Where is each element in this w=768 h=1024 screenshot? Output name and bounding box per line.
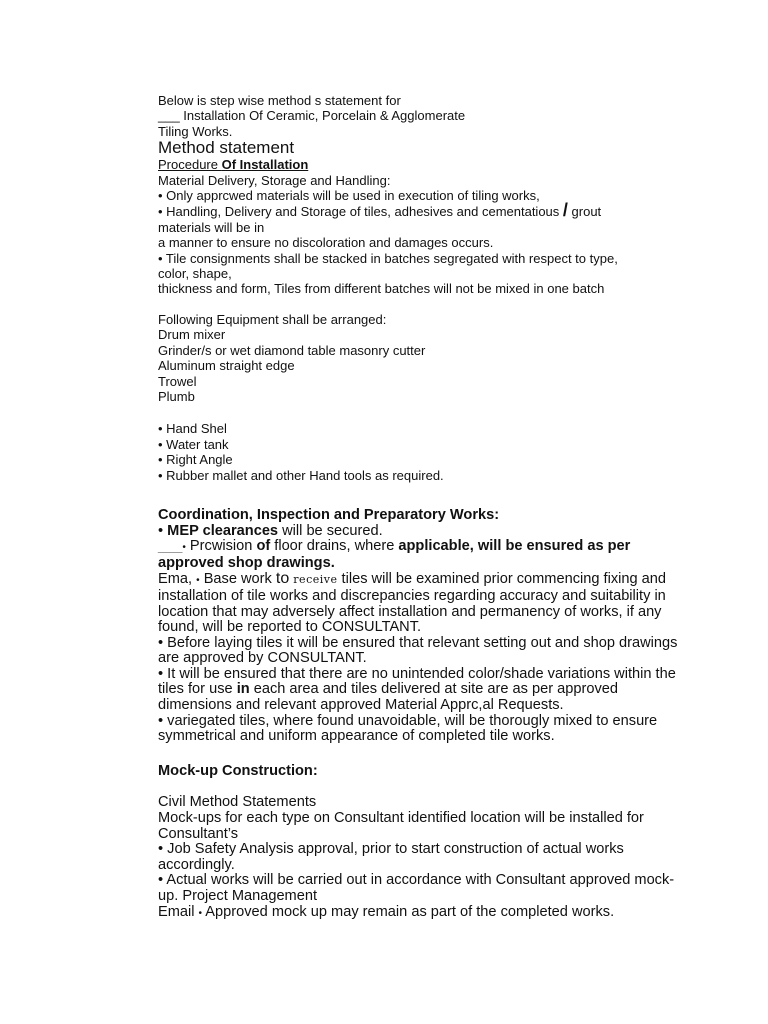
equipment-item: Grinder/s or wet diamond table masonry cutter: [158, 342, 426, 358]
procedure-prefix: Procedure: [158, 157, 222, 173]
intro-line-1: Below is step wise method s statement for: [158, 93, 401, 108]
intro-line-2: ___ Installation Of Ceramic, Porcelain & Agglomerate: [158, 108, 466, 124]
email-bullet-mark: •: [198, 907, 203, 919]
email-bullet: [158, 905, 678, 922]
drain-prefix: ___: [158, 538, 183, 555]
drain-bullet-mark: •: [182, 542, 186, 554]
tool-item: • Rubber mallet and other Hand tools as required.: [158, 467, 444, 483]
equipment-item: Aluminum straight edge: [158, 358, 295, 374]
tool-item: • Water tank: [158, 436, 229, 452]
drain-text-a: Prcwision: [185, 538, 257, 555]
material-section: [158, 173, 678, 297]
base-to: to: [275, 570, 290, 588]
material-bullet-1: • Only apprcwed materials will be used in execution of tiling works,: [158, 188, 540, 204]
shade-text-b: each area and tiles delivered at site are as per approved dimensions and relevant approved Material Apprc,al Requests.: [158, 681, 618, 714]
material-bullet-2-text: • Handling, Delivery and Storage of tiles, adhesives and cementatious: [158, 204, 563, 220]
material-bullet-2: [158, 200, 678, 221]
shade-text-a: • It will be ensured that there are no unintended color/shade variations within the tiles for use: [158, 665, 676, 698]
material-heading: Material Delivery, Storage and Handling:: [158, 172, 391, 188]
mep-bold: MEP clearances: [167, 522, 279, 539]
document-body: [158, 93, 678, 921]
procedure-bold: Of Installation: [221, 157, 309, 173]
base-work-paragraph: [158, 571, 678, 635]
mockup-heading: Mock-up Construction:: [158, 762, 318, 779]
mockup-paragraph-1: Mock-ups for each type on Consultant identified location will be installed for: [158, 810, 644, 827]
drain-text-b: floor drains, where: [270, 538, 399, 555]
equipment-item: Trowel: [158, 373, 197, 389]
tools-section: [158, 421, 678, 483]
material-bullet-3-cont-2: thickness and form, Tiles from different batches will not be mixed in one batch: [158, 281, 605, 297]
material-bullet-3: • Tile consignments shall be stacked in batches segregated with respect to type,: [158, 250, 618, 266]
procedure-heading: [158, 157, 678, 172]
coordination-section: [158, 508, 678, 745]
base-ema: Ema,: [158, 571, 197, 588]
drain-bullet: [158, 539, 678, 571]
equipment-heading: Following Equipment shall be arranged:: [158, 311, 387, 327]
civil-method-statements: Civil Method Statements: [158, 794, 317, 811]
email-rest: Approved mock up may remain as part of the completed works.: [202, 903, 615, 920]
equipment-item: Plumb: [158, 388, 195, 404]
mep-bullet: [158, 524, 678, 540]
material-bullet-2-grout: grout: [567, 204, 602, 220]
equipment-item: Drum mixer: [158, 327, 226, 343]
mep-bullet-mark: •: [158, 522, 168, 539]
base-rest: tiles will be examined prior commencing fixing and installation of tile works and discrepancies regarding accuracy and suitability in location that may adversely affect installation and permanency of works, if any found, will be reported to CONSULTANT.: [158, 571, 666, 636]
actual-works-bullet: • Actual works will be carried out in accordance with Consultant approved mock-up. Project Management: [158, 872, 675, 904]
base-text-a: Base work: [199, 571, 276, 588]
intro-block: [158, 93, 678, 139]
base-bullet-mark: •: [196, 575, 200, 587]
shade-in: in: [236, 681, 250, 698]
shade-bullet: [158, 667, 678, 714]
mep-rest: will be secured.: [278, 522, 383, 539]
tool-item: • Right Angle: [158, 452, 233, 468]
equipment-section: [158, 312, 678, 404]
variegated-bullet: • variegated tiles, where found unavoidable, will be thorougly mixed to ensure symmetrical and uniform appearance of completed tile works.: [158, 712, 658, 745]
document-title: Method statement: [158, 138, 295, 158]
laying-bullet: • Before laying tiles it will be ensured that relevant setting out and shop drawings are approved by CONSULTANT.: [158, 634, 678, 667]
material-bullet-2-cont: materials will be in: [158, 219, 265, 235]
mockup-section: [158, 764, 678, 921]
material-bullet-2-cont-2: a manner to ensure no discoloration and damages occurs.: [158, 235, 494, 251]
coordination-heading: Coordination, Inspection and Preparatory Works:: [158, 506, 500, 523]
base-receive: receive: [293, 573, 338, 587]
slash-mark: /: [562, 200, 568, 221]
tool-item: • Hand Shel: [158, 421, 227, 437]
intro-line-3: Tiling Works.: [158, 123, 233, 139]
mockup-paragraph-1-cont: Consultant’s: [158, 825, 239, 842]
material-bullet-3-cont: color, shape,: [158, 266, 232, 282]
drain-bold: applicable, will be ensured as per approved shop drawings.: [158, 538, 631, 571]
jsa-bullet: • Job Safety Analysis approval, prior to start construction of actual works accordingly.: [158, 841, 624, 873]
email-word: Email: [158, 903, 199, 920]
drain-of: of: [256, 538, 271, 555]
